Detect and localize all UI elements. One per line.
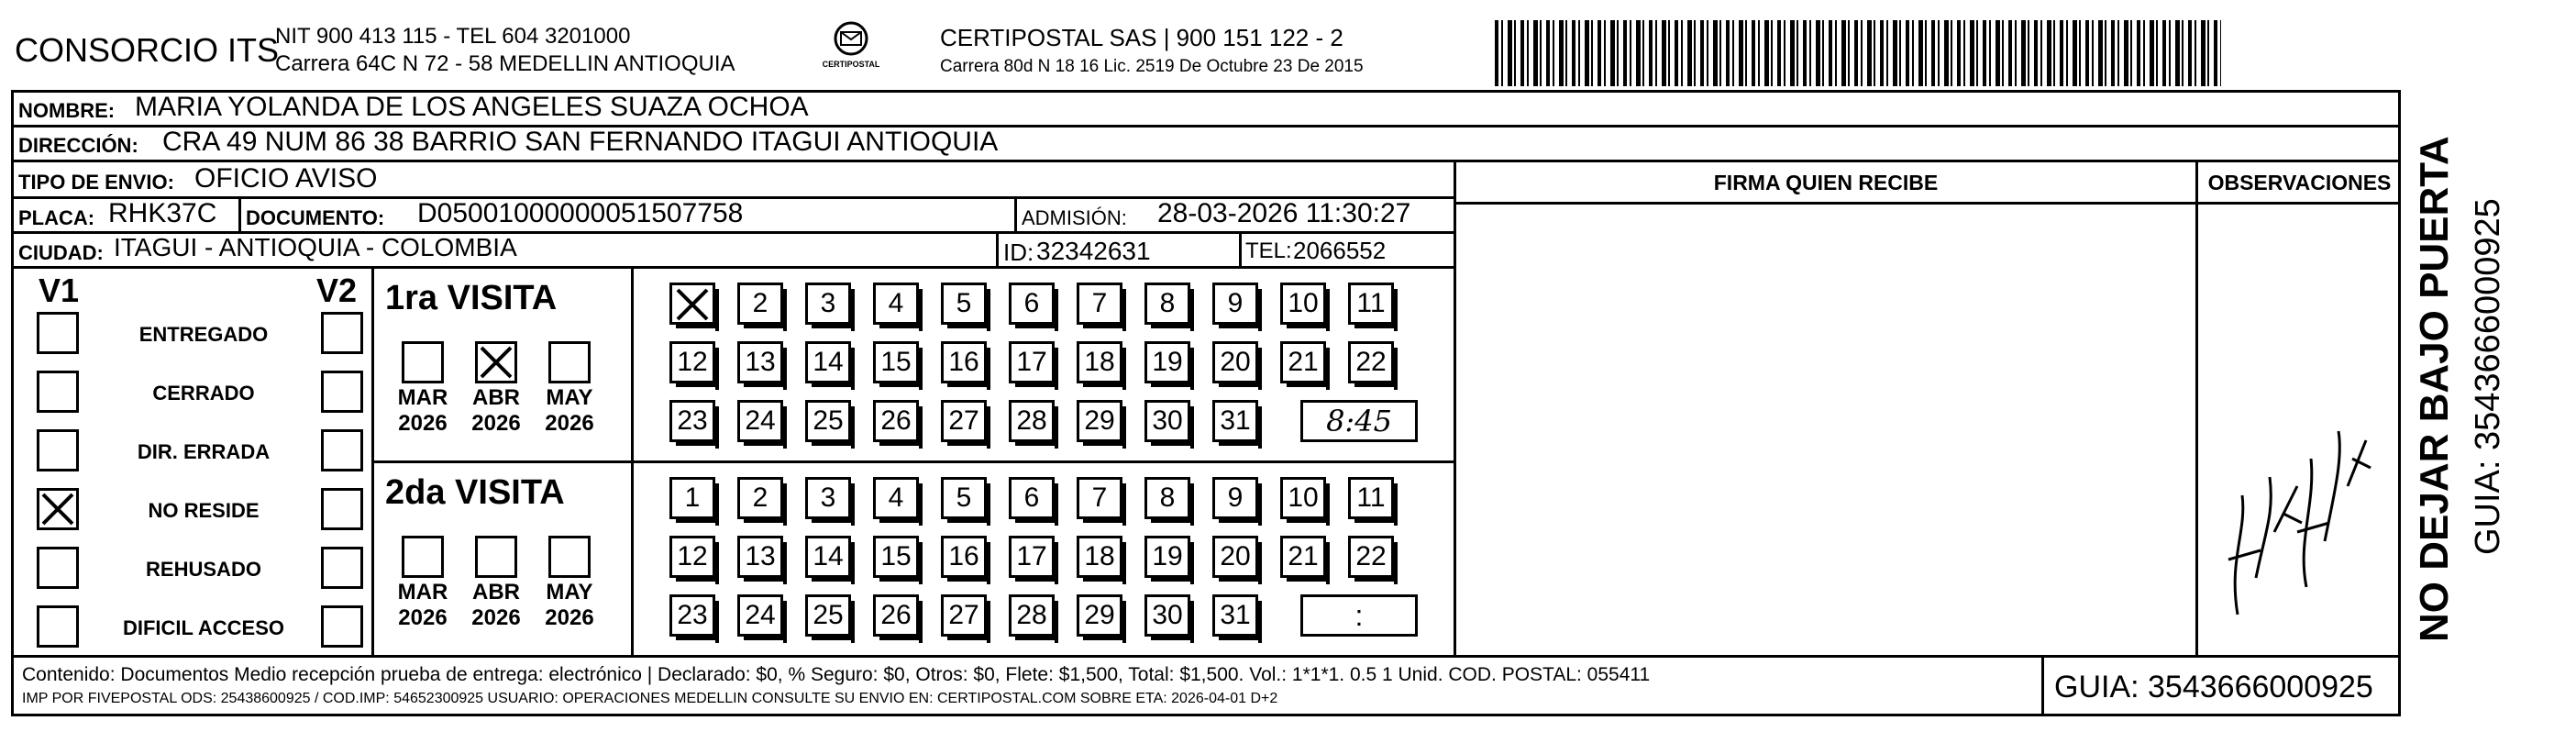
observaciones-handwriting — [2210, 349, 2375, 624]
month-checkbox[interactable] — [548, 536, 591, 578]
day-box[interactable]: 24 — [737, 400, 783, 442]
day-box[interactable]: 27 — [941, 400, 987, 442]
status-v2-checkbox[interactable] — [321, 605, 363, 648]
status-v1-checkbox[interactable] — [37, 429, 79, 471]
month-label: ABR 2026 — [471, 385, 521, 436]
firma-header: FIRMA QUIEN RECIBE — [1713, 171, 1939, 194]
x-mark-icon — [39, 491, 76, 527]
day-box[interactable]: 28 — [1009, 594, 1055, 637]
side-guia: GUIA: 3543666000925 — [2469, 198, 2507, 555]
day-box[interactable]: 28 — [1009, 400, 1055, 442]
admision-label: ADMISIÓN: — [1022, 206, 1127, 229]
status-label: REHUSADO — [146, 558, 261, 581]
day-box[interactable]: 16 — [941, 341, 987, 383]
status-v2-checkbox[interactable] — [321, 547, 363, 589]
day-box[interactable]: 17 — [1009, 536, 1055, 578]
direccion-value: CRA 49 NUM 86 38 BARRIO SAN FERNANDO ITAGUI ANTIOQUIA — [162, 127, 999, 157]
month-label: ABR 2026 — [471, 580, 521, 630]
day-box[interactable]: 31 — [1212, 594, 1258, 637]
day-box[interactable]: 19 — [1144, 536, 1190, 578]
day-box[interactable]: 10 — [1280, 477, 1326, 519]
envelope-seal-icon — [831, 20, 871, 57]
day-box[interactable] — [669, 283, 715, 325]
day-box[interactable]: 9 — [1212, 283, 1258, 325]
tipo-envio-value: OFICIO AVISO — [194, 163, 378, 194]
side-no-dejar: NO DEJAR BAJO PUERTA — [2412, 136, 2457, 642]
day-box[interactable]: 24 — [737, 594, 783, 637]
documento-label: DOCUMENTO: — [246, 206, 385, 229]
status-v1-checkbox[interactable] — [37, 547, 79, 589]
day-box[interactable]: 6 — [1009, 283, 1055, 325]
nombre-value: MARIA YOLANDA DE LOS ANGELES SUAZA OCHOA — [135, 92, 809, 122]
day-box[interactable]: 10 — [1280, 283, 1326, 325]
month-checkbox[interactable] — [402, 536, 444, 578]
footer-guia: GUIA: 3543666000925 — [2054, 670, 2373, 704]
footer-contenido: Contenido: Documentos Medio recepción prueba de entrega: electrónico | Declarado: $0, % Seguro: $0, Otros: $0, Flete: $1,500, Total: $1,500. Vol.: 1*1*1. 0.5 1 Unid. COD. POSTAL: 055411 — [22, 664, 1651, 685]
day-box[interactable]: 11 — [1348, 283, 1394, 325]
footer-imp: IMP POR FIVEPOSTAL ODS: 25438600925 / COD.IMP: 54652300925 USUARIO: OPERACIONES MEDELLIN CONSULTE SU ENVIO EN: CERTIPOSTAL.COM SOBRE ETA: 2026-04-01 D+2 — [22, 691, 1278, 706]
day-box[interactable]: 19 — [1144, 341, 1190, 383]
month-checkbox[interactable] — [548, 341, 591, 383]
day-box[interactable]: 4 — [873, 283, 919, 325]
day-box[interactable]: 12 — [669, 341, 715, 383]
observaciones-header: OBSERVACIONES — [2207, 171, 2392, 194]
certipostal-logo — [819, 20, 883, 77]
day-box[interactable]: 4 — [873, 477, 919, 519]
day-box[interactable]: 1 — [669, 477, 715, 519]
status-v1-checkbox[interactable] — [37, 605, 79, 648]
day-box[interactable]: 7 — [1077, 477, 1122, 519]
visit-title: 1ra VISITA — [385, 279, 558, 317]
day-box[interactable]: 2 — [737, 283, 783, 325]
id-label: ID: — [1003, 238, 1034, 266]
status-v1-checkbox[interactable] — [37, 312, 79, 354]
day-box[interactable]: 29 — [1077, 400, 1122, 442]
tel-label: TEL: — [1245, 238, 1292, 263]
placa-label: PLACA: — [18, 206, 95, 229]
day-box[interactable]: 22 — [1348, 341, 1394, 383]
day-box[interactable]: 14 — [805, 341, 851, 383]
status-v1-checkbox[interactable] — [37, 488, 79, 530]
company-name: CONSORCIO ITS — [15, 31, 280, 69]
time-value: : — [1354, 598, 1364, 632]
day-box[interactable]: 14 — [805, 536, 851, 578]
day-box[interactable]: 20 — [1212, 341, 1258, 383]
status-label: CERRADO — [152, 382, 255, 405]
day-box[interactable]: 15 — [873, 536, 919, 578]
tel-value: 2066552 — [1293, 237, 1387, 264]
ciudad-value: ITAGUI - ANTIOQUIA - COLOMBIA — [114, 233, 517, 261]
day-box[interactable]: 11 — [1348, 477, 1394, 519]
day-box[interactable]: 3 — [805, 477, 851, 519]
day-box[interactable]: 30 — [1144, 594, 1190, 637]
month-label: MAY 2026 — [545, 580, 594, 630]
logo-caption: CERTIPOSTAL — [822, 60, 880, 69]
company-nit: NIT 900 413 115 - TEL 604 3201000 — [275, 24, 631, 49]
time-box[interactable] — [1300, 400, 1418, 442]
day-box[interactable]: 5 — [941, 477, 987, 519]
documento-value: D05001000000051507758 — [417, 198, 744, 228]
nombre-label: NOMBRE: — [18, 99, 116, 122]
v2-label: V2 — [316, 272, 358, 309]
day-box[interactable]: 5 — [941, 283, 987, 325]
month-checkbox[interactable] — [475, 536, 517, 578]
day-box[interactable]: 16 — [941, 536, 987, 578]
day-box[interactable]: 27 — [941, 594, 987, 637]
admision-value: 28-03-2026 11:30:27 — [1157, 198, 1411, 228]
status-label: DIR. ERRADA — [137, 440, 271, 463]
handwritten-note-icon — [2210, 349, 2375, 624]
day-box[interactable]: 22 — [1348, 536, 1394, 578]
day-box[interactable]: 21 — [1280, 536, 1326, 578]
month-label: MAR 2026 — [397, 580, 448, 630]
tipo-envio-label: TIPO DE ENVIO: — [18, 171, 174, 194]
day-box[interactable]: 29 — [1077, 594, 1122, 637]
day-box[interactable]: 26 — [873, 594, 919, 637]
courier-license: Carrera 80d N 18 16 Lic. 2519 De Octubre 23 De 2015 — [940, 57, 1364, 76]
ciudad-label: CIUDAD: — [18, 241, 104, 264]
time-value: 8:45 — [1326, 404, 1392, 438]
placa-value: RHK37C — [108, 198, 217, 228]
status-v1-checkbox[interactable] — [37, 371, 79, 413]
barcode — [1495, 20, 2221, 86]
day-box[interactable]: 13 — [737, 536, 783, 578]
id-value: 32342631 — [1036, 237, 1151, 265]
month-label: MAR 2026 — [397, 385, 448, 436]
day-box[interactable]: 3 — [805, 283, 851, 325]
status-label: DIFICIL ACCESO — [122, 616, 284, 639]
day-box[interactable]: 23 — [669, 594, 715, 637]
day-box[interactable]: 23 — [669, 400, 715, 442]
day-box[interactable]: 30 — [1144, 400, 1190, 442]
day-box[interactable]: 18 — [1077, 536, 1122, 578]
status-v2-checkbox[interactable] — [321, 371, 363, 413]
day-box[interactable]: 20 — [1212, 536, 1258, 578]
v1-label: V1 — [39, 272, 80, 309]
day-box[interactable]: 2 — [737, 477, 783, 519]
status-v2-checkbox[interactable] — [321, 429, 363, 471]
day-box[interactable]: 13 — [737, 341, 783, 383]
day-box[interactable]: 15 — [873, 341, 919, 383]
x-mark-icon — [478, 344, 514, 381]
day-box[interactable]: 31 — [1212, 400, 1258, 442]
day-box[interactable]: 6 — [1009, 477, 1055, 519]
day-box[interactable]: 8 — [1144, 283, 1190, 325]
day-box[interactable]: 25 — [805, 400, 851, 442]
day-box[interactable]: 7 — [1077, 283, 1122, 325]
status-label: ENTREGADO — [138, 323, 269, 346]
day-box[interactable]: 18 — [1077, 341, 1122, 383]
day-box[interactable]: 21 — [1280, 341, 1326, 383]
status-v2-checkbox[interactable] — [321, 312, 363, 354]
day-box[interactable]: 25 — [805, 594, 851, 637]
direccion-label: DIRECCIÓN: — [18, 134, 138, 157]
time-box[interactable] — [1300, 594, 1418, 637]
month-checkbox[interactable] — [402, 341, 444, 383]
company-address: Carrera 64C N 72 - 58 MEDELLIN ANTIOQUIA — [275, 51, 735, 76]
day-box[interactable]: 8 — [1144, 477, 1190, 519]
day-box[interactable]: 12 — [669, 536, 715, 578]
status-v2-checkbox[interactable] — [321, 488, 363, 530]
month-label: MAY 2026 — [545, 385, 594, 436]
day-box[interactable]: 9 — [1212, 477, 1258, 519]
day-box[interactable]: 17 — [1009, 341, 1055, 383]
month-checkbox[interactable] — [475, 341, 517, 383]
courier-name: CERTIPOSTAL SAS | 900 151 122 - 2 — [940, 24, 1343, 51]
status-label: NO RESIDE — [148, 499, 260, 522]
day-box[interactable]: 26 — [873, 400, 919, 442]
visit-title: 2da VISITA — [385, 473, 565, 512]
x-mark-icon — [674, 286, 711, 323]
